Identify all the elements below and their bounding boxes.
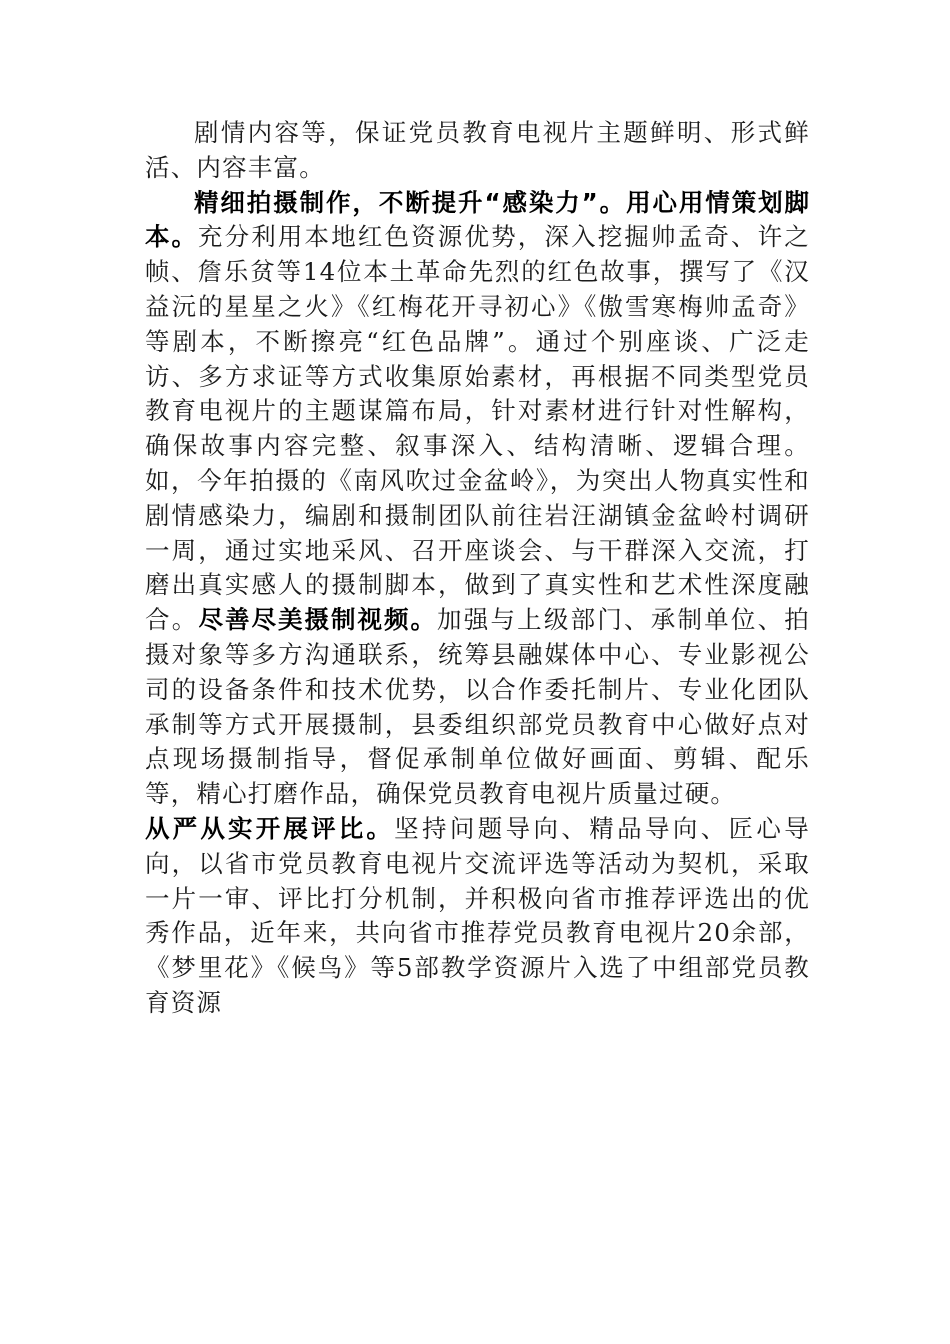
subsection-title-evaluation: 从严从实开展评比。: [145, 813, 395, 843]
subsection-title-filming: 尽善尽美摄制视频。: [198, 605, 438, 635]
section-heading: 精细拍摄制作，不断提升“感染力”。: [194, 187, 627, 217]
paragraph-intro: [145, 116, 810, 186]
document-body: [145, 116, 810, 1021]
paragraph-production: [145, 186, 810, 1021]
paragraph-intro-text: 剧情内容等，保证党员教育电视片主题鲜明、形式鲜活、内容丰富。: [145, 118, 810, 182]
subsection-title-script: 用心用情策划脚本。: [145, 187, 811, 252]
subsection-text-filming: 加强与上级部门、承制单位、拍摄对象等多方沟通联系，统筹县融媒体中心、专业影视公司的设备条件和技术优势，以合作委托制片、专业化团队承制等方式开展摄制，县委组织部党员教育中心做好点对点现场摄制指导，督促承制单位做好画面、剪辑、配乐等，精心打磨作品，确保党员教育电视片质量过硬。: [145, 605, 810, 809]
subsection-text-evaluation: 坚持问题导向、精品导向、匠心导向，以省市党员教育电视片交流评选等活动为契机，采取一片一审、评比打分机制，并积极向省市推荐评选出的优秀作品，近年来，共向省市推荐党员教育电视片20余部，《梦里花》《候鸟》等5部教学资源片入选了中组部党员教育资源: [145, 813, 811, 1017]
subsection-text-script: 充分利用本地红色资源优势，深入挖掘帅孟奇、许之帧、詹乐贫等14位本土革命先烈的红色故事，撰写了《汉益沅的星星之火》《红梅花开寻初心》《傲雪寒梅帅孟奇》等剧本，不断擦亮“红色品牌”。通过个别座谈、广泛走访、多方求证等方式收集原始素材，再根据不同类型党员教育电视片的主题谋篇布局，针对素材进行针对性解构，确保故事内容完整、叙事深入、结构清晰、逻辑合理。如，今年拍摄的《南风吹过金盆岭》，为突出人物真实性和剧情感染力，编剧和摄制团队前往岩汪湖镇金盆岭村调研一周，通过实地采风、召开座谈会、与干群深入交流，打磨出真实感人的摄制脚本，做到了真实性和艺术性深度融合。: [145, 222, 811, 635]
